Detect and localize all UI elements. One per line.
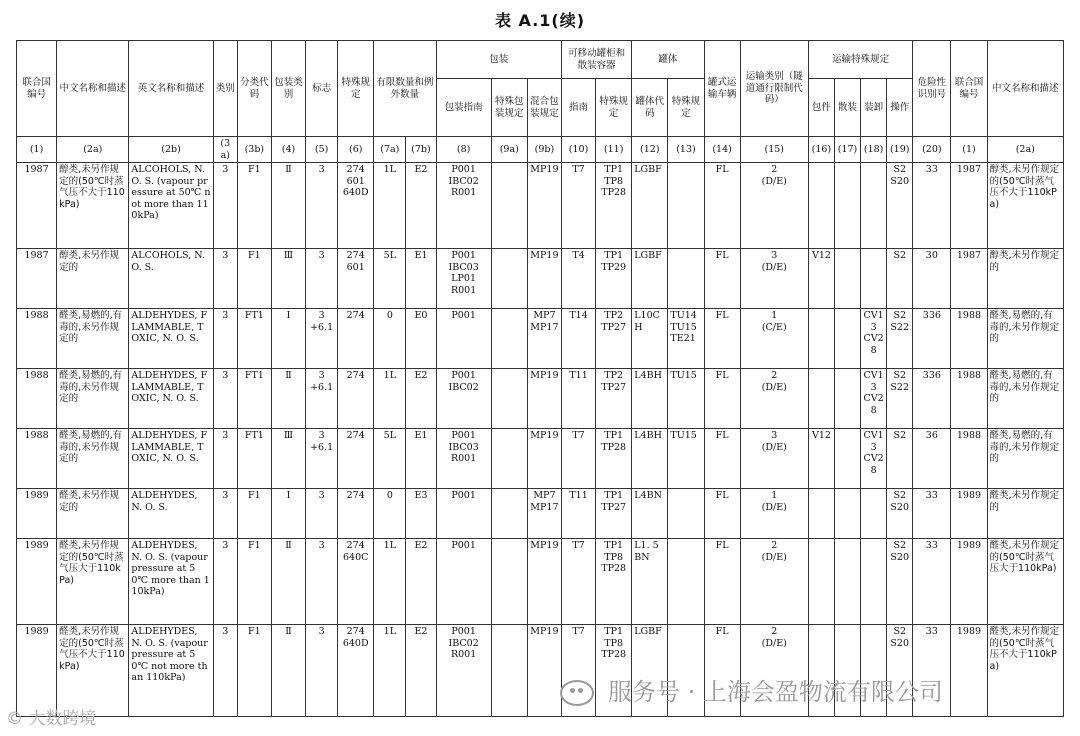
cell-tank-code: LGBF <box>632 625 668 717</box>
cell-un-no: 1989 <box>17 539 57 625</box>
table-row <box>17 309 1064 369</box>
cell-tank-special <box>668 249 704 309</box>
cell-pt-instructions: T4 <box>561 249 595 309</box>
cell-special-packing <box>491 163 527 249</box>
cell-tank-code: LGBF <box>632 249 668 309</box>
cell-labels: 3 +6.1 <box>306 429 338 489</box>
cell-un-no: 1988 <box>17 309 57 369</box>
cell-hazard-id: 36 <box>913 429 951 489</box>
cell-name-cn: 醛类,易燃的,有毒的,未另作规定的 <box>57 309 129 369</box>
cell-name-cn-right: 醛类,未另作规定的(50℃时蒸气压大于110kPa) <box>987 539 1063 625</box>
cell-limited-qty: 1L <box>374 539 406 625</box>
cell-ts-loading <box>861 249 887 309</box>
col-num: (20) <box>913 137 951 163</box>
cell-special-packing <box>491 625 527 717</box>
cell-ts-package: V12 <box>808 249 834 309</box>
cell-special-packing <box>491 309 527 369</box>
cell-ts-operation: S2 <box>887 249 913 309</box>
cell-tank-code: L4BN <box>632 489 668 539</box>
cell-ts-package <box>808 489 834 539</box>
cell-transport-category: 2 (D/E) <box>740 539 808 625</box>
cell-special-packing <box>491 429 527 489</box>
hdr-hazard-id: 危险性识别号 <box>913 41 951 137</box>
col-num: (6) <box>338 137 374 163</box>
cell-class: 3 <box>213 369 237 429</box>
hdr-tank-vehicle: 罐式运输车辆 <box>704 41 740 137</box>
cell-special-packing <box>491 369 527 429</box>
page-title: 表 A.1(续) <box>494 11 586 30</box>
cell-un-no-right: 1987 <box>951 249 987 309</box>
cell-limited-qty: 1L <box>374 625 406 717</box>
cell-tank-vehicle: FL <box>704 429 740 489</box>
cell-limited-qty: 0 <box>374 309 406 369</box>
cell-special-packing <box>491 249 527 309</box>
col-num: (19) <box>887 137 913 163</box>
cell-special-provisions: 274 601 640D <box>338 163 374 249</box>
table-row <box>17 369 1064 429</box>
cell-pt-instructions: T7 <box>561 429 595 489</box>
cell-pt-special: TP1 TP8 TP28 <box>596 539 632 625</box>
hdr-ts-operation: 操作 <box>887 79 913 137</box>
col-num: (17) <box>834 137 860 163</box>
cell-class: 3 <box>213 625 237 717</box>
cell-name-en: ALCOHOLS, N. O. S. <box>129 249 213 309</box>
cell-hazard-id: 30 <box>913 249 951 309</box>
col-num: (1) <box>951 137 987 163</box>
hdr-tank-code: 罐体代码 <box>632 79 668 137</box>
col-num: (8) <box>436 137 491 163</box>
cell-packing-group: Ⅱ <box>271 625 305 717</box>
cell-packing-instructions: P001 IBC03 LP01 R001 <box>436 249 491 309</box>
cell-ts-package <box>808 309 834 369</box>
cell-class-code: F1 <box>237 249 271 309</box>
cell-pt-special: TP1 TP8 TP28 <box>596 163 632 249</box>
cell-mixed-packing: MP7 MP17 <box>527 309 561 369</box>
cell-un-no: 1988 <box>17 429 57 489</box>
cell-hazard-id: 336 <box>913 369 951 429</box>
hdr-portable-tanks: 可移动罐柜和散装容器 <box>561 41 631 79</box>
col-num: (15) <box>740 137 808 163</box>
cell-name-cn-right: 醛类,易燃的,有毒的,未另作规定的 <box>987 309 1063 369</box>
table-row <box>17 539 1064 625</box>
cell-name-en: ALDEHYDES, FLAMMABLE, TOXIC, N. O. S. <box>129 429 213 489</box>
cell-name-cn: 醛类,未另作规定的(50℃时蒸气压不大于110kPa) <box>57 625 129 717</box>
cell-un-no-right: 1989 <box>951 489 987 539</box>
cell-packing-group: Ⅰ <box>271 489 305 539</box>
cell-un-no-right: 1988 <box>951 309 987 369</box>
col-num: (14) <box>704 137 740 163</box>
hdr-ts-bulk: 散装 <box>834 79 860 137</box>
cell-name-cn-right: 醛类,易燃的,有毒的,未另作规定的 <box>987 429 1063 489</box>
hdr-tank-special: 特殊规定 <box>668 79 704 137</box>
cell-excepted-qty: E1 <box>406 249 436 309</box>
cell-transport-category: 2 (D/E) <box>740 369 808 429</box>
cell-transport-category: 3 (D/E) <box>740 249 808 309</box>
cell-special-packing <box>491 539 527 625</box>
cell-tank-code: L10CH <box>632 309 668 369</box>
cell-un-no-right: 1989 <box>951 625 987 717</box>
col-num: (16) <box>808 137 834 163</box>
cell-tank-special: TU15 <box>668 369 704 429</box>
cell-tank-code: LGBF <box>632 163 668 249</box>
watermark-text: 服务号 · 上海会盈物流有限公司 <box>608 678 943 706</box>
col-num: (9b) <box>527 137 561 163</box>
cell-transport-category: 2 (D/E) <box>740 163 808 249</box>
cell-name-en: ALDEHYDES, FLAMMABLE, TOXIC, N. O. S. <box>129 369 213 429</box>
cell-class-code: FT1 <box>237 309 271 369</box>
cell-name-en: ALCOHOLS, N. O. S. (vapour pressure at 50℃ not more than 110kPa) <box>129 163 213 249</box>
cell-excepted-qty: E2 <box>406 369 436 429</box>
hdr-tank: 罐体 <box>632 41 704 79</box>
col-num: (7a) <box>374 137 406 163</box>
cell-pt-special: TP1 TP28 <box>596 429 632 489</box>
cell-excepted-qty: E2 <box>406 163 436 249</box>
cell-packing-instructions: P001 IBC02 R001 <box>436 625 491 717</box>
cell-name-en: ALDEHYDES, FLAMMABLE, TOXIC, N. O. S. <box>129 309 213 369</box>
cell-class-code: F1 <box>237 539 271 625</box>
cell-ts-bulk <box>834 309 860 369</box>
table-row <box>17 489 1064 539</box>
hdr-mixed-packing: 混合包装规定 <box>527 79 561 137</box>
cell-special-provisions: 274 601 <box>338 249 374 309</box>
cell-name-cn: 醛类,未另作规定的(50℃时蒸气压大于110kPa) <box>57 539 129 625</box>
cell-pt-special: TP2 TP27 <box>596 369 632 429</box>
cell-ts-bulk <box>834 163 860 249</box>
cell-ts-bulk <box>834 429 860 489</box>
cell-packing-instructions: P001 <box>436 539 491 625</box>
hdr-name-cn: 中文名称和描述 <box>57 41 129 137</box>
cell-un-no-right: 1987 <box>951 163 987 249</box>
hdr-transport-category: 运输类别（隧道通行限制代码） <box>740 41 808 137</box>
cell-ts-loading: CV13 CV28 <box>861 309 887 369</box>
cell-pt-instructions: T7 <box>561 625 595 717</box>
hdr-name-cn-right: 中文名称和描述 <box>987 41 1063 137</box>
cell-name-cn-right: 醛类,未另作规定的 <box>987 489 1063 539</box>
cell-class: 3 <box>213 309 237 369</box>
cell-labels: 3 +6.1 <box>306 369 338 429</box>
hdr-class: 类别 <box>213 41 237 137</box>
cell-tank-special: TU14 TU15 TE21 <box>668 309 704 369</box>
cell-ts-package <box>808 163 834 249</box>
hdr-special-packing: 特殊包装规定 <box>491 79 527 137</box>
cell-transport-category: 1 (D/E) <box>740 489 808 539</box>
hdr-packing-group: 包装类别 <box>271 41 305 137</box>
cell-special-provisions: 274 <box>338 369 374 429</box>
cell-ts-package <box>808 369 834 429</box>
cell-labels: 3 +6.1 <box>306 309 338 369</box>
hdr-special-provisions: 特殊规定 <box>338 41 374 137</box>
cell-ts-bulk <box>834 369 860 429</box>
hdr-limited-excepted: 有限数量和例外数量 <box>374 41 436 137</box>
hdr-name-en: 英文名称和描述 <box>129 41 213 137</box>
cell-hazard-id: 33 <box>913 163 951 249</box>
table-row <box>17 249 1064 309</box>
cell-ts-operation: S2 S20 <box>887 625 913 717</box>
col-num: (3b) <box>237 137 271 163</box>
cell-packing-instructions: P001 <box>436 309 491 369</box>
cell-ts-operation: S2 S22 <box>887 369 913 429</box>
cell-pt-special: TP1 TP27 <box>596 489 632 539</box>
hdr-ts-package: 包件 <box>808 79 834 137</box>
col-num: (2b) <box>129 137 213 163</box>
col-num: (5) <box>306 137 338 163</box>
col-num: (7b) <box>406 137 436 163</box>
hdr-transport-special: 运输特殊规定 <box>808 41 912 79</box>
cell-name-cn-right: 醛类,未另作规定的(50℃时蒸气压不大于110kPa) <box>987 625 1063 717</box>
cell-tank-special <box>668 163 704 249</box>
cell-packing-group: Ⅲ <box>271 249 305 309</box>
cell-transport-category: 2 (D/E) <box>740 625 808 717</box>
cell-name-cn-right: 醇类,未另作规定的(50℃时蒸气压不大于110kPa) <box>987 163 1063 249</box>
cell-class: 3 <box>213 539 237 625</box>
cell-excepted-qty: E2 <box>406 625 436 717</box>
cell-tank-vehicle: FL <box>704 625 740 717</box>
cell-transport-category: 3 (D/E) <box>740 429 808 489</box>
cell-transport-category: 1 (C/E) <box>740 309 808 369</box>
cell-excepted-qty: E2 <box>406 539 436 625</box>
hdr-packaging: 包装 <box>436 41 561 79</box>
cell-tank-vehicle: FL <box>704 489 740 539</box>
cell-labels: 3 <box>306 163 338 249</box>
cell-labels: 3 <box>306 489 338 539</box>
col-num: (1) <box>17 137 57 163</box>
cell-tank-special <box>668 489 704 539</box>
cell-ts-operation: S2 S20 <box>887 539 913 625</box>
cell-ts-loading <box>861 489 887 539</box>
cell-name-cn: 醇类,未另作规定的(50℃时蒸气压不大于110kPa) <box>57 163 129 249</box>
cell-un-no-right: 1989 <box>951 539 987 625</box>
hdr-ts-loading: 装卸 <box>861 79 887 137</box>
cell-packing-group: Ⅰ <box>271 309 305 369</box>
hdr-un-no-right: 联合国编号 <box>951 41 987 137</box>
cell-limited-qty: 5L <box>374 429 406 489</box>
cell-name-cn-right: 醛类,易燃的,有毒的,未另作规定的 <box>987 369 1063 429</box>
col-num: (2a) <box>57 137 129 163</box>
cell-name-cn-right: 醇类,未另作规定的 <box>987 249 1063 309</box>
cell-tank-code: L1. 5BN <box>632 539 668 625</box>
col-num: (12) <box>632 137 668 163</box>
cell-ts-loading <box>861 539 887 625</box>
cell-tank-code: L4BH <box>632 429 668 489</box>
cell-special-provisions: 274 640D <box>338 625 374 717</box>
cell-labels: 3 <box>306 539 338 625</box>
cell-ts-bulk <box>834 489 860 539</box>
cell-limited-qty: 1L <box>374 369 406 429</box>
cell-special-provisions: 274 <box>338 309 374 369</box>
cell-excepted-qty: E1 <box>406 429 436 489</box>
cell-tank-vehicle: FL <box>704 309 740 369</box>
cell-un-no-right: 1988 <box>951 429 987 489</box>
cell-un-no: 1987 <box>17 163 57 249</box>
cell-name-cn: 醛类,易燃的,有毒的,未另作规定的 <box>57 429 129 489</box>
cell-mixed-packing: MP19 <box>527 625 561 717</box>
cell-tank-vehicle: FL <box>704 249 740 309</box>
hdr-pt-instructions: 指南 <box>561 79 595 137</box>
cell-mixed-packing: MP7 MP17 <box>527 489 561 539</box>
cell-limited-qty: 5L <box>374 249 406 309</box>
cell-packing-instructions: P001 <box>436 489 491 539</box>
column-number-row <box>17 137 1064 163</box>
cell-mixed-packing: MP19 <box>527 249 561 309</box>
cell-pt-instructions: T7 <box>561 163 595 249</box>
cell-pt-instructions: T11 <box>561 489 595 539</box>
cell-excepted-qty: E0 <box>406 309 436 369</box>
col-num: (11) <box>596 137 632 163</box>
cell-packing-instructions: P001 IBC03 R001 <box>436 429 491 489</box>
hdr-pt-special: 特殊规定 <box>596 79 632 137</box>
col-num: (10) <box>561 137 595 163</box>
cell-class-code: FT1 <box>237 429 271 489</box>
cell-tank-vehicle: FL <box>704 539 740 625</box>
cell-tank-vehicle: FL <box>704 369 740 429</box>
cell-packing-group: Ⅱ <box>271 369 305 429</box>
cell-packing-group: Ⅲ <box>271 429 305 489</box>
cell-labels: 3 <box>306 625 338 717</box>
hdr-un-no: 联合国编号 <box>17 41 57 137</box>
cell-hazard-id: 33 <box>913 489 951 539</box>
col-num: (3a) <box>213 137 237 163</box>
cell-un-no: 1989 <box>17 625 57 717</box>
cell-name-cn: 醇类,未另作规定的 <box>57 249 129 309</box>
cell-special-packing <box>491 489 527 539</box>
cell-class-code: F1 <box>237 489 271 539</box>
cell-packing-instructions: P001 IBC02 R001 <box>436 163 491 249</box>
cell-name-cn: 醛类,易燃的,有毒的,未另作规定的 <box>57 369 129 429</box>
cell-name-en: ALDEHYDES, N. O. S. (vapour pressure at 50℃ not more than 110kPa) <box>129 625 213 717</box>
cell-tank-special <box>668 539 704 625</box>
cell-mixed-packing: MP19 <box>527 429 561 489</box>
cell-labels: 3 <box>306 249 338 309</box>
cell-ts-loading: CV13 CV28 <box>861 369 887 429</box>
cell-mixed-packing: MP19 <box>527 369 561 429</box>
cell-class: 3 <box>213 489 237 539</box>
cell-ts-package: V12 <box>808 429 834 489</box>
cell-packing-instructions: P001 IBC02 <box>436 369 491 429</box>
cell-pt-special: TP1 TP29 <box>596 249 632 309</box>
cell-special-provisions: 274 <box>338 489 374 539</box>
col-num: (13) <box>668 137 704 163</box>
hdr-labels: 标志 <box>306 41 338 137</box>
cell-ts-loading: CV13 CV28 <box>861 429 887 489</box>
cell-ts-bulk <box>834 539 860 625</box>
cell-ts-operation: S2 S20 <box>887 163 913 249</box>
cell-special-provisions: 274 640C <box>338 539 374 625</box>
cell-ts-operation: S2 S20 <box>887 489 913 539</box>
cell-ts-package <box>808 539 834 625</box>
col-num: (9a) <box>491 137 527 163</box>
cell-packing-group: Ⅱ <box>271 163 305 249</box>
cell-pt-instructions: T11 <box>561 369 595 429</box>
cell-class-code: F1 <box>237 163 271 249</box>
cell-class-code: FT1 <box>237 369 271 429</box>
cell-tank-code: L4BH <box>632 369 668 429</box>
hdr-packing-instructions: 包装指南 <box>436 79 491 137</box>
cell-ts-loading <box>861 163 887 249</box>
cell-ts-bulk <box>834 249 860 309</box>
cell-class-code: F1 <box>237 625 271 717</box>
cell-hazard-id: 33 <box>913 625 951 717</box>
cell-limited-qty: 0 <box>374 489 406 539</box>
hdr-class-code: 分类代码 <box>237 41 271 137</box>
col-num: (4) <box>271 137 305 163</box>
cell-pt-instructions: T14 <box>561 309 595 369</box>
cell-special-provisions: 274 <box>338 429 374 489</box>
dangerous-goods-table <box>16 40 1064 717</box>
watermark-corner: © 大数跨境 <box>6 709 97 729</box>
cell-mixed-packing: MP19 <box>527 539 561 625</box>
cell-un-no-right: 1988 <box>951 369 987 429</box>
cell-name-en: ALDEHYDES, N. O. S. (vapour pressure at 50℃ more than 110kPa) <box>129 539 213 625</box>
cell-packing-group: Ⅱ <box>271 539 305 625</box>
cell-name-cn: 醛类,未另作规定的 <box>57 489 129 539</box>
table-row <box>17 429 1064 489</box>
cell-excepted-qty: E3 <box>406 489 436 539</box>
cell-hazard-id: 336 <box>913 309 951 369</box>
wechat-icon <box>560 680 594 706</box>
cell-name-en: ALDEHYDES, N. O. S. <box>129 489 213 539</box>
cell-pt-special: TP1 TP8 TP28 <box>596 625 632 717</box>
cell-pt-instructions: T7 <box>561 539 595 625</box>
cell-mixed-packing: MP19 <box>527 163 561 249</box>
watermark-service-account <box>560 672 943 707</box>
cell-limited-qty: 1L <box>374 163 406 249</box>
cell-un-no: 1988 <box>17 369 57 429</box>
col-num: (2a) <box>987 137 1063 163</box>
cell-class: 3 <box>213 249 237 309</box>
cell-ts-operation: S2 <box>887 429 913 489</box>
col-num: (18) <box>861 137 887 163</box>
cell-tank-vehicle: FL <box>704 163 740 249</box>
table-row <box>17 163 1064 249</box>
cell-ts-operation: S2 S22 <box>887 309 913 369</box>
cell-pt-special: TP2 TP27 <box>596 309 632 369</box>
cell-tank-special: TU15 <box>668 429 704 489</box>
cell-un-no: 1989 <box>17 489 57 539</box>
cell-class: 3 <box>213 163 237 249</box>
cell-class: 3 <box>213 429 237 489</box>
cell-hazard-id: 33 <box>913 539 951 625</box>
cell-un-no: 1987 <box>17 249 57 309</box>
